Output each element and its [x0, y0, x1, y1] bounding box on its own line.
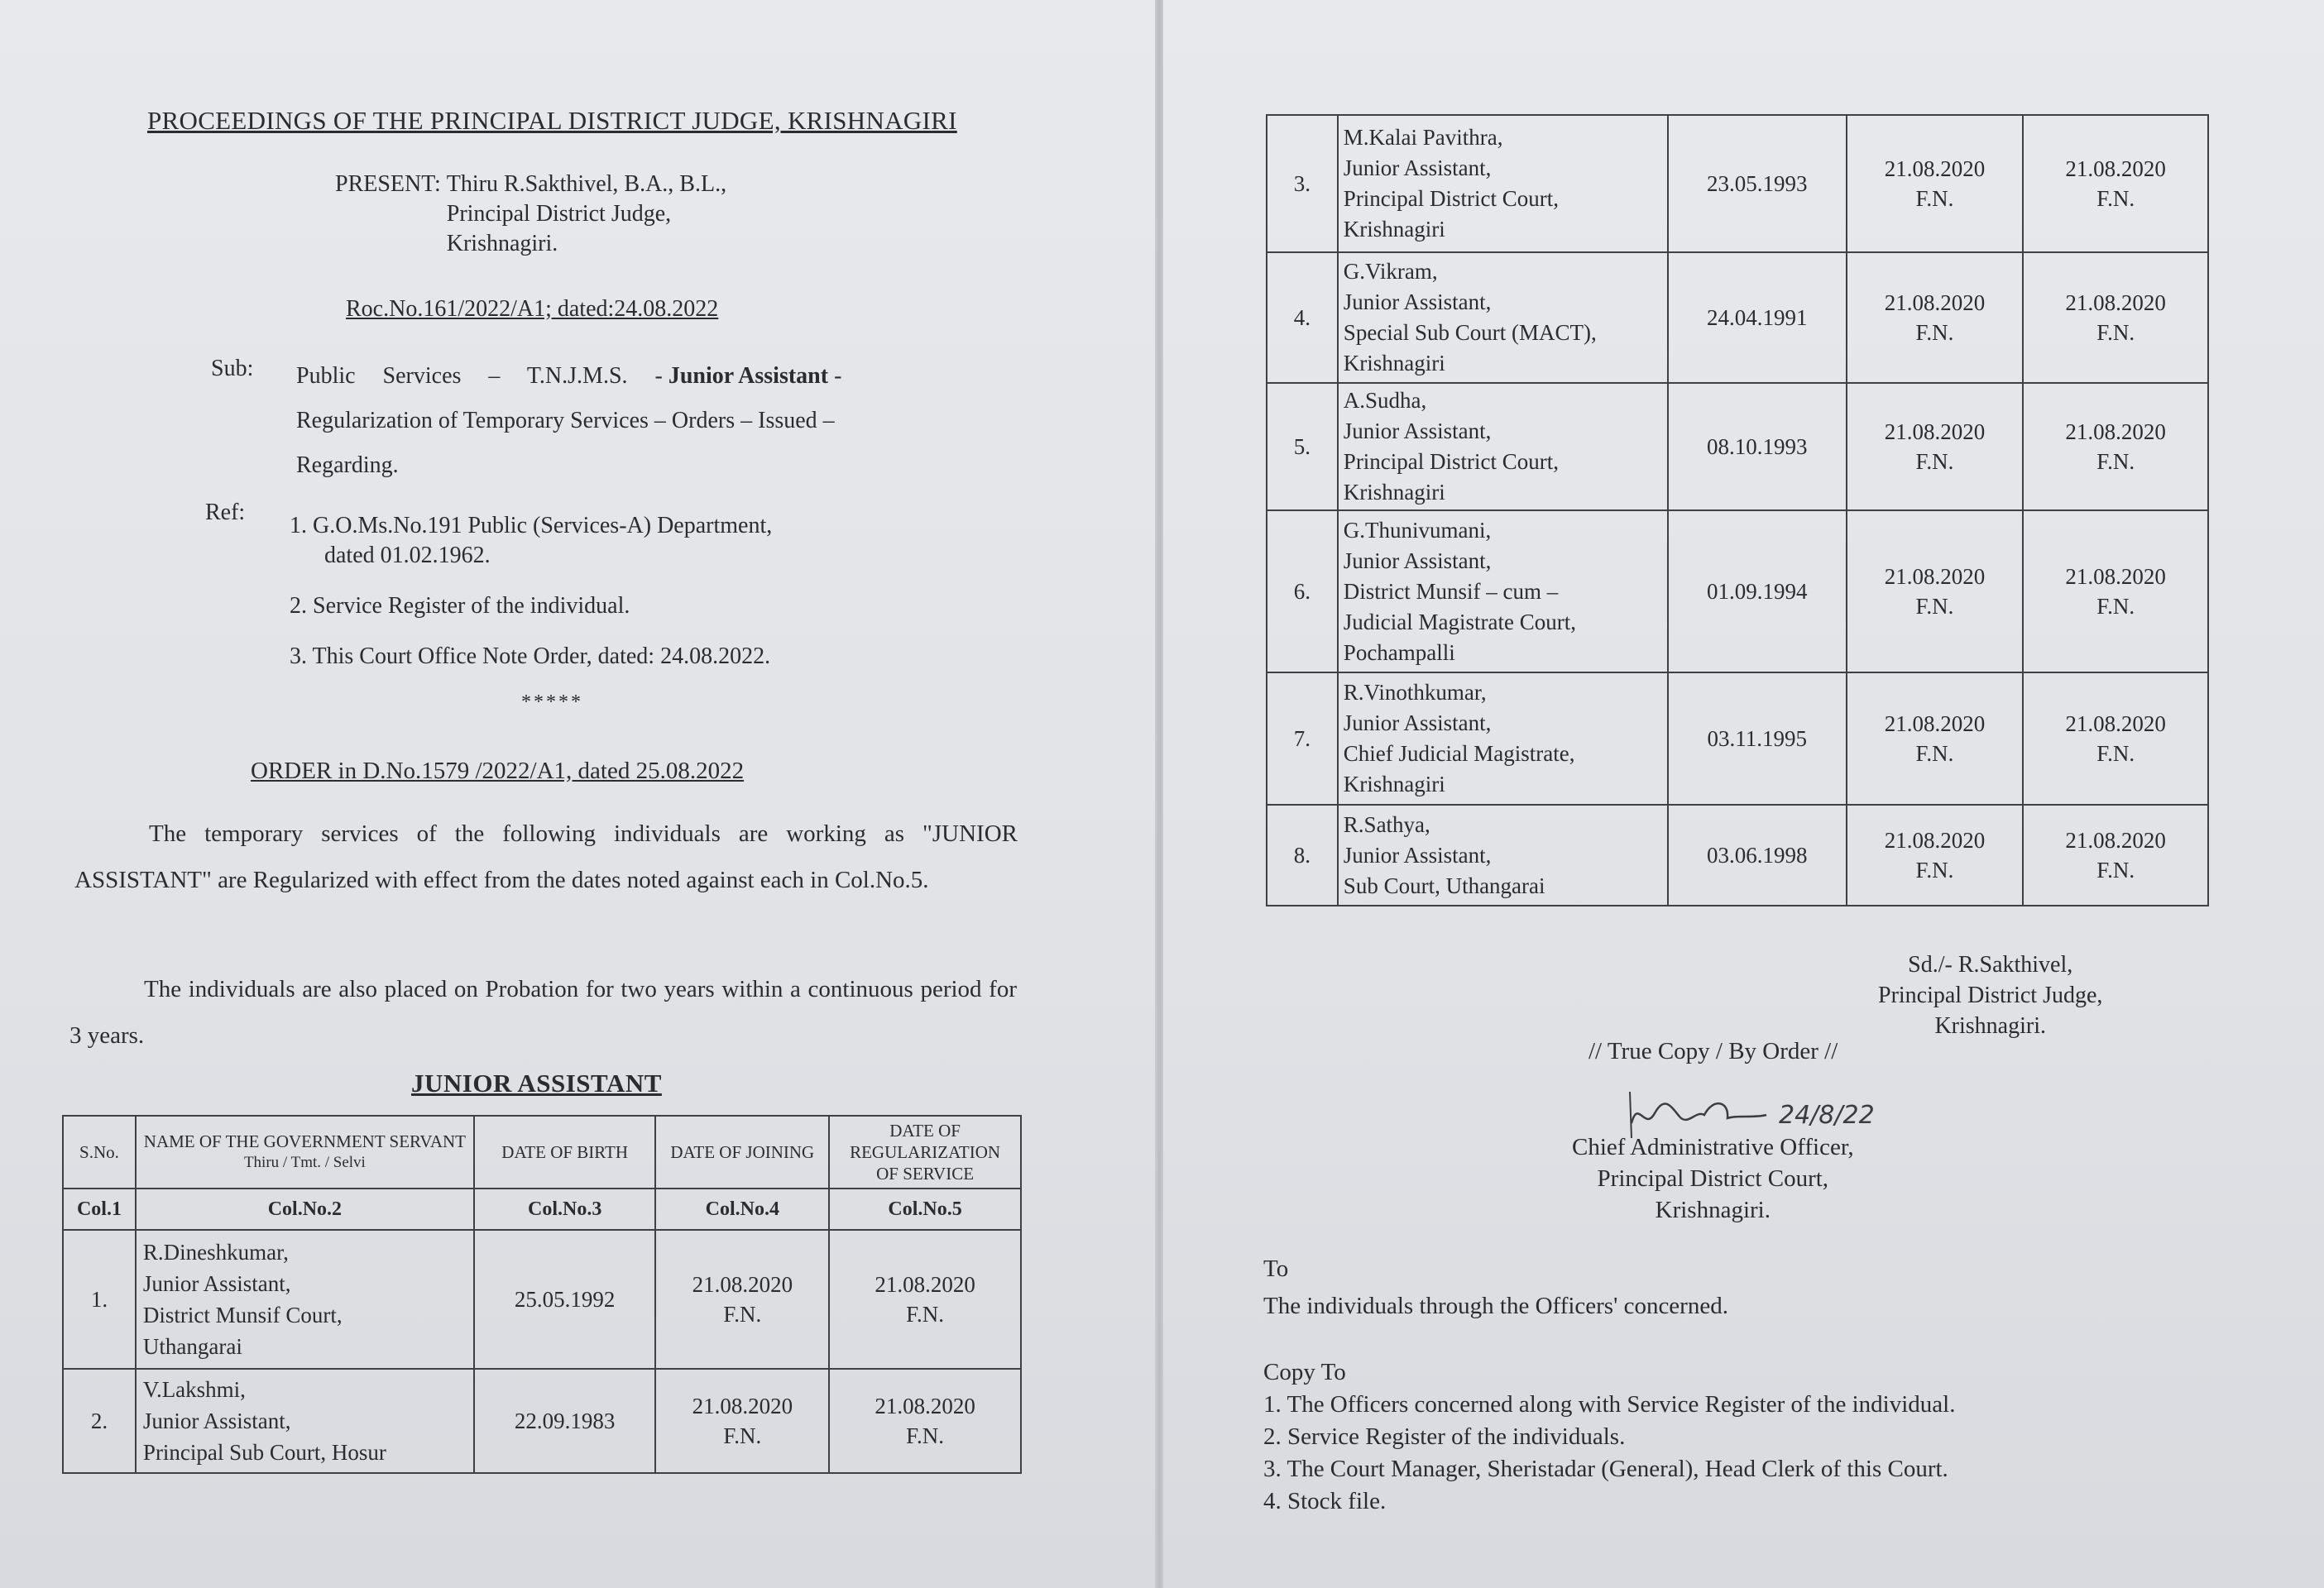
row-dor	[829, 1230, 1021, 1369]
dor-date: 21.08.2020	[2065, 156, 2166, 181]
colnum-4: Col.No.4	[655, 1189, 829, 1230]
name-line: Junior Assistant,	[1343, 419, 1492, 443]
row-dob: 24.04.1991	[1668, 252, 1847, 383]
row-dor	[2023, 510, 2208, 672]
table-row	[1267, 115, 2208, 252]
judge-signature-block	[1878, 949, 2102, 1041]
name-line: V.Lakshmi,	[142, 1377, 246, 1402]
cao-line: Chief Administrative Officer,	[1572, 1134, 1854, 1160]
name-line: Krishnagiri	[1343, 217, 1445, 242]
subject-part1: Public Services – T.N.J.M.S. -	[296, 363, 663, 389]
dor-session: F.N.	[2096, 594, 2135, 619]
doj-date: 21.08.2020	[1884, 290, 1986, 315]
proceedings-heading: PROCEEDINGS OF THE PRINCIPAL DISTRICT JUDGE, KRISHNAGIRI	[147, 106, 957, 135]
name-line: G.Vikram,	[1343, 259, 1438, 284]
dor-session: F.N.	[2096, 858, 2135, 882]
row-name	[1338, 805, 1668, 906]
table-row	[63, 1369, 1021, 1473]
dor-date: 21.08.2020	[2065, 828, 2166, 853]
dor-date: 21.08.2020	[874, 1394, 975, 1418]
separator-stars: *****	[521, 691, 583, 713]
name-line: Chief Judicial Magistrate,	[1343, 741, 1575, 766]
name-line: Special Sub Court (MACT),	[1343, 320, 1597, 345]
to-recipients: The individuals through the Officers' concerned.	[1263, 1293, 1728, 1319]
copy-to-label: Copy To	[1263, 1359, 1346, 1385]
row-dob: 01.09.1994	[1668, 510, 1847, 672]
row-name	[1338, 672, 1668, 805]
left-page	[0, 0, 1157, 1588]
paragraph-regularization: The temporary services of the following individuals are working as "JUNIOR ASSISTANT" are Regularized with effect from the dates noted against each in Col.No.5.	[74, 820, 1018, 893]
subject-bold: Junior Assistant	[668, 363, 829, 389]
reference-list	[290, 511, 772, 692]
present-line: Thiru R.Sakthivel, B.A., B.L.,	[446, 171, 727, 197]
row-name	[1338, 383, 1668, 510]
doj-session: F.N.	[1915, 594, 1954, 619]
row-doj	[655, 1230, 829, 1369]
dor-date: 21.08.2020	[874, 1272, 975, 1297]
row-dob: 03.11.1995	[1668, 672, 1847, 805]
copy-to-item: 3. The Court Manager, Sheristadar (General), Head Clerk of this Court.	[1263, 1456, 1948, 1482]
subject-label: Sub:	[211, 356, 254, 381]
reference-item: dated 01.02.1962.	[324, 543, 491, 568]
roc-number: Roc.No.161/2022/A1; dated:24.08.2022	[346, 296, 719, 322]
table-row	[1267, 672, 2208, 805]
doj-session: F.N.	[1915, 858, 1954, 882]
name-line: Krishnagiri	[1343, 480, 1445, 505]
row-name	[1338, 510, 1668, 672]
name-line: Principal Sub Court, Hosur	[142, 1440, 386, 1465]
dor-session: F.N.	[906, 1302, 944, 1327]
present-line: Principal District Judge,	[446, 201, 672, 227]
name-line: Principal District Court,	[1343, 186, 1560, 211]
doj-session: F.N.	[1915, 186, 1954, 211]
name-line: Junior Assistant,	[142, 1271, 291, 1296]
header-name-line1: NAME OF THE GOVERNMENT SERVANT	[143, 1131, 466, 1151]
header-dob: DATE OF BIRTH	[474, 1116, 656, 1189]
dor-session: F.N.	[906, 1423, 944, 1448]
name-line: Junior Assistant,	[1343, 289, 1492, 314]
name-line: Pochampalli	[1343, 639, 1455, 665]
doj-session: F.N.	[1915, 449, 1954, 474]
row-sno: 3.	[1267, 115, 1338, 252]
doj-session: F.N.	[1915, 320, 1954, 345]
column-number-row	[63, 1189, 1021, 1230]
signature-line: Principal District Judge,	[1878, 983, 2103, 1008]
reference-item: 3. This Court Office Note Order, dated: 24.08.2022.	[290, 643, 771, 669]
row-doj	[1847, 510, 2024, 672]
name-line: Principal District Court,	[1343, 449, 1560, 474]
row-sno: 5.	[1267, 383, 1338, 510]
table-header-row	[63, 1116, 1021, 1189]
row-dor	[2023, 252, 2208, 383]
name-line: Krishnagiri	[1343, 772, 1445, 796]
row-doj	[1847, 383, 2024, 510]
subject-text	[296, 354, 942, 488]
name-line: Junior Assistant,	[1343, 548, 1492, 573]
doj-date: 21.08.2020	[1884, 419, 1986, 444]
copy-to-block	[1263, 1356, 1955, 1518]
signature-line: Sd./- R.Sakthivel,	[1908, 952, 2073, 978]
name-line: Sub Court, Uthangarai	[1343, 873, 1545, 898]
row-name	[136, 1369, 474, 1473]
name-line: R.Sathya,	[1343, 811, 1430, 837]
colnum-5: Col.No.5	[829, 1189, 1021, 1230]
row-name	[136, 1230, 474, 1369]
header-doj: DATE OF JOINING	[655, 1116, 829, 1189]
reference-item: 2. Service Register of the individual.	[290, 593, 630, 619]
row-sno: 1.	[63, 1230, 136, 1369]
name-line: District Munsif – cum –	[1343, 578, 1559, 604]
continued-table	[1266, 114, 2209, 906]
name-line: A.Sudha,	[1343, 388, 1427, 413]
doj-date: 21.08.2020	[1884, 711, 1986, 736]
doj-session: F.N.	[723, 1423, 762, 1448]
row-sno: 4.	[1267, 252, 1338, 383]
name-line: Junior Assistant,	[1343, 155, 1492, 180]
row-name	[1338, 252, 1668, 383]
doj-date: 21.08.2020	[1884, 828, 1986, 853]
doj-date: 21.08.2020	[1884, 156, 1986, 181]
name-line: Uthangarai	[142, 1334, 242, 1359]
name-line: R.Dineshkumar,	[142, 1240, 289, 1265]
dor-date: 21.08.2020	[2065, 290, 2166, 315]
dor-session: F.N.	[2096, 449, 2135, 474]
doj-date: 21.08.2020	[692, 1394, 793, 1418]
row-sno: 8.	[1267, 805, 1338, 906]
present-block	[335, 170, 726, 259]
row-dob: 25.05.1992	[474, 1230, 656, 1369]
row-dob: 23.05.1993	[1668, 115, 1847, 252]
row-doj	[1847, 252, 2024, 383]
row-doj	[655, 1369, 829, 1473]
cao-block	[1572, 1131, 1854, 1226]
signature-line: Krishnagiri.	[1934, 1013, 2046, 1039]
row-dob: 22.09.1983	[474, 1369, 656, 1473]
table-row	[1267, 805, 2208, 906]
junior-assistant-table	[62, 1115, 1022, 1474]
dor-date: 21.08.2020	[2065, 419, 2166, 444]
header-name-line2: Thiru / Tmt. / Selvi	[243, 1154, 366, 1171]
paragraph-probation: The individuals are also placed on Probation for two years within a continuous period for 3 years.	[69, 976, 1017, 1049]
doj-session: F.N.	[1915, 741, 1954, 766]
name-line: R.Vinothkumar,	[1343, 680, 1487, 705]
name-line: Judicial Magistrate Court,	[1343, 609, 1576, 634]
cao-line: Krishnagiri.	[1655, 1197, 1771, 1223]
dor-session: F.N.	[2096, 741, 2135, 766]
reference-item: 1. G.O.Ms.No.191 Public (Services-A) Department,	[290, 513, 773, 538]
dor-session: F.N.	[2096, 186, 2135, 211]
name-line: Krishnagiri	[1343, 351, 1445, 375]
row-sno: 7.	[1267, 672, 1338, 805]
doj-date: 21.08.2020	[692, 1272, 793, 1297]
row-dob: 08.10.1993	[1668, 383, 1847, 510]
present-name-lines	[447, 170, 726, 259]
to-label: To	[1263, 1256, 1289, 1282]
header-name	[136, 1116, 474, 1189]
subject-part2: - Regularization of Temporary Services – Orders – Issued – Regarding.	[296, 363, 842, 478]
name-line: G.Thunivumani,	[1343, 517, 1492, 543]
dor-date: 21.08.2020	[2065, 564, 2166, 589]
name-line: M.Kalai Pavithra,	[1343, 125, 1503, 150]
copy-to-item: 2. Service Register of the individuals.	[1263, 1423, 1626, 1450]
name-line: District Munsif Court,	[142, 1303, 343, 1327]
row-dor	[2023, 672, 2208, 805]
row-sno: 2.	[63, 1369, 136, 1473]
row-sno: 6.	[1267, 510, 1338, 672]
colnum-3: Col.No.3	[474, 1189, 656, 1230]
cao-line: Principal District Court,	[1597, 1165, 1829, 1192]
table-row	[1267, 383, 2208, 510]
header-sno: S.No.	[63, 1116, 136, 1189]
table-row	[63, 1230, 1021, 1369]
copy-to-item: 4. Stock file.	[1263, 1488, 1387, 1514]
present-label: PRESENT:	[335, 171, 441, 197]
header-dor: DATE OF REGULARIZATION OF SERVICE	[829, 1116, 1021, 1189]
dor-session: F.N.	[2096, 320, 2135, 345]
name-line: Junior Assistant,	[1343, 842, 1492, 868]
row-dob: 03.06.1998	[1668, 805, 1847, 906]
row-dor	[829, 1369, 1021, 1473]
doj-date: 21.08.2020	[1884, 564, 1986, 589]
row-dor	[2023, 115, 2208, 252]
reference-label: Ref:	[205, 500, 246, 525]
row-doj	[1847, 805, 2024, 906]
row-dor	[2023, 805, 2208, 906]
copy-to-item: 1. The Officers concerned along with Service Register of the individual.	[1263, 1391, 1956, 1418]
row-doj	[1847, 115, 2024, 252]
order-line: ORDER in D.No.1579 /2022/A1, dated 25.08.2022	[251, 758, 745, 784]
true-copy-line: // True Copy / By Order //	[1588, 1038, 1838, 1064]
dor-date: 21.08.2020	[2065, 711, 2166, 736]
table-row	[1267, 510, 2208, 672]
row-doj	[1847, 672, 2024, 805]
name-line: Junior Assistant,	[1343, 710, 1492, 735]
colnum-1: Col.1	[63, 1189, 136, 1230]
table-title: JUNIOR ASSISTANT	[411, 1069, 662, 1098]
row-name	[1338, 115, 1668, 252]
handwritten-date: 24/8/22	[1779, 1101, 1875, 1130]
table-row	[1267, 252, 2208, 383]
colnum-2: Col.No.2	[136, 1189, 474, 1230]
present-line: Krishnagiri.	[446, 231, 558, 256]
row-dor	[2023, 383, 2208, 510]
doj-session: F.N.	[723, 1302, 762, 1327]
name-line: Junior Assistant,	[142, 1409, 291, 1433]
